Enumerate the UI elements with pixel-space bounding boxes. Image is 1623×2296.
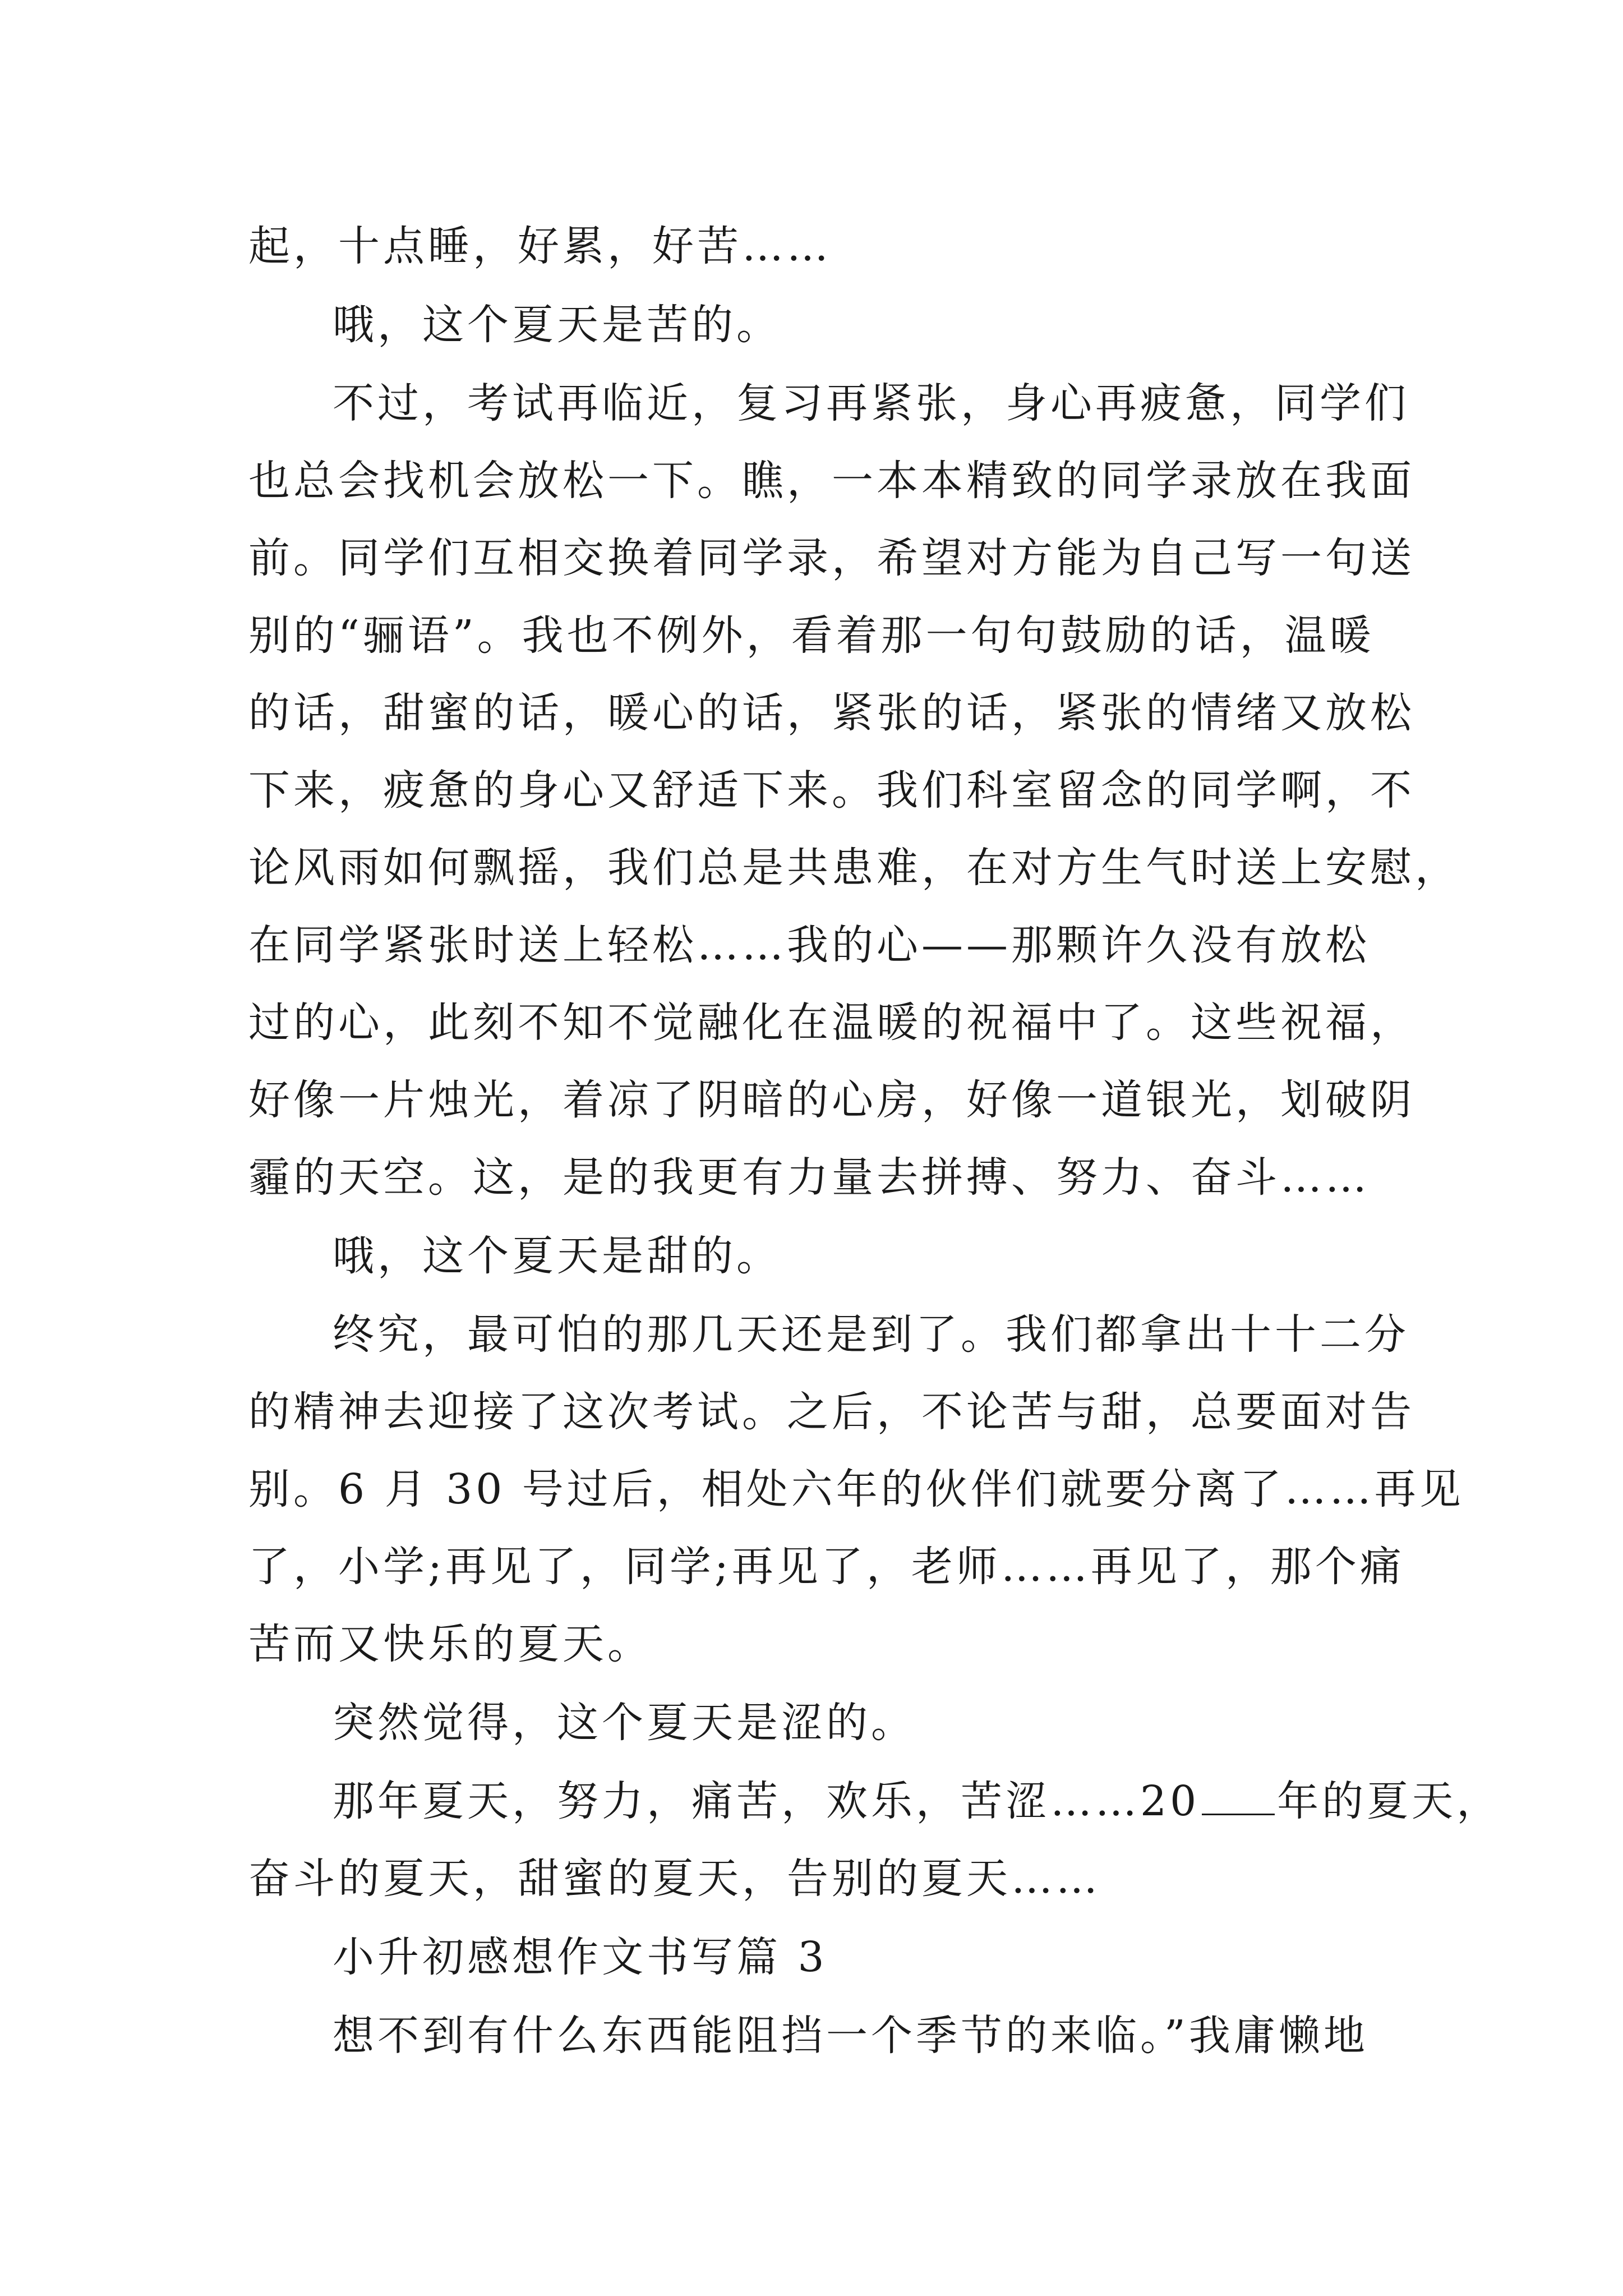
text-line: 过的心，此刻不知不觉融化在温暖的祝福中了。这些祝福， — [248, 999, 1415, 1047]
text-line: 别的“骊语”。我也不例外，看着那一句句鼓励的话，温暖 — [248, 611, 1375, 660]
text-line: 想不到有什么东西能阻挡一个季节的来临。”我庸懒地 — [333, 2012, 1368, 2060]
text-line: 别。6 月 30 号过后，相处六年的伙伴们就要分离了……再见 — [248, 1465, 1464, 1513]
text-segment: 那年夏天，努力，痛苦，欢乐，苦涩……20 — [333, 1777, 1200, 1825]
blank-underline — [1202, 1780, 1275, 1815]
text-line: 了，小学;再见了，同学;再见了，老师……再见了，那个痛 — [248, 1543, 1405, 1591]
text-line — [333, 1756, 1501, 1846]
text-line: 突然觉得，这个夏天是涩的。 — [333, 1699, 916, 1747]
text-line: 也总会找机会放松一下。瞧，一本本精致的同学录放在我面 — [248, 457, 1415, 505]
text-line: 论风雨如何飘摇，我们总是共患难，在对方生气时送上安慰， — [248, 844, 1460, 892]
text-line: 下来，疲惫的身心又舒适下来。我们科室留念的同学啊，不 — [248, 766, 1415, 815]
text-line: 好像一片烛光，着凉了阴暗的心房，好像一道银光，划破阴 — [248, 1076, 1415, 1124]
text-line: 的精神去迎接了这次考试。之后，不论苦与甜，总要面对告 — [248, 1388, 1415, 1436]
text-line: 苦而又快乐的夏天。 — [248, 1620, 652, 1668]
text-line: 不过，考试再临近，复习再紧张，身心再疲惫，同学们 — [333, 379, 1409, 427]
text-line: 起，十点睡，好累，好苦…… — [248, 222, 832, 270]
text-line: 奋斗的夏天，甜蜜的夏天，告别的夏天…… — [248, 1855, 1101, 1903]
text-line: 在同学紧张时送上轻松……我的心——那颗许久没有放松 — [248, 921, 1370, 969]
text-line: 哦，这个夏天是苦的。 — [333, 301, 781, 349]
section-heading: 小升初感想作文书写篇 3 — [333, 1933, 828, 1981]
text-line: 的话，甜蜜的话，暖心的话，紧张的话，紧张的情绪又放松 — [248, 689, 1415, 737]
text-line: 终究，最可怕的那几天还是到了。我们都拿出十十二分 — [333, 1310, 1409, 1359]
text-line: 前。同学们互相交换着同学录，希望对方能为自己写一句送 — [248, 534, 1415, 582]
text-segment: 年的夏天， — [1277, 1777, 1502, 1825]
text-line: 哦，这个夏天是甜的。 — [333, 1232, 781, 1280]
text-line: 霾的天空。这，是的我更有力量去拼搏、努力、奋斗…… — [248, 1153, 1370, 1202]
